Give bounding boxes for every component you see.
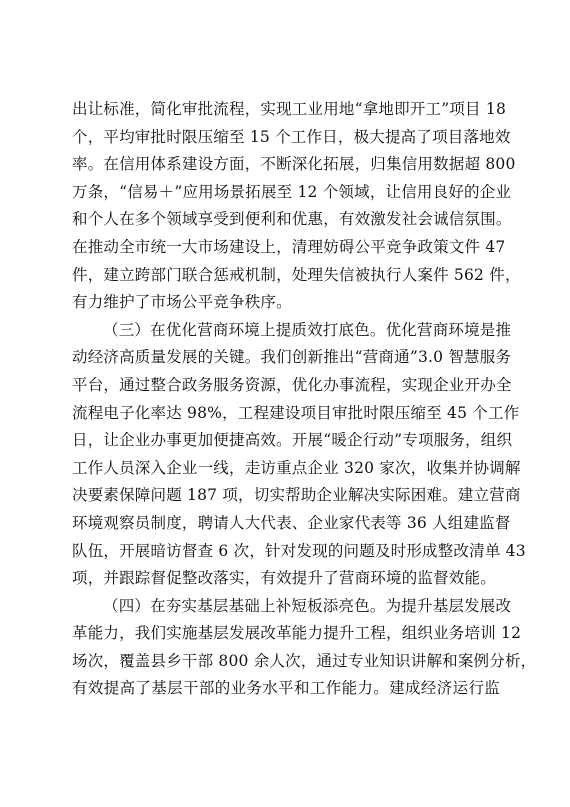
text-line: 场次，覆盖县乡干部 800 余人次，通过专业知识讲解和案例分析， [72, 651, 537, 670]
text-line: 平台，通过整合政务服务资源，优化办事流程，实现企业开办全 [72, 375, 512, 394]
text-line: 有力维护了市场公平竞争秩序。 [72, 293, 292, 312]
text-line: （四）在夯实基层基础上补短板添亮色。为提升基层发展改 [103, 596, 512, 615]
text-line: 决要素保障问题 187 项，切实帮助企业解决实际困难。建立营商 [72, 486, 521, 505]
text-line: 动经济高质量发展的关键。我们创新推出“营商通”3.0 智慧服务 [72, 348, 512, 367]
text-line: 队伍，开展暗访督查 6 次，针对发现的问题及时形成整改清单 43 [72, 541, 526, 560]
text-line: 工作人员深入企业一线，走访重点企业 320 家次，收集并协调解 [72, 458, 521, 477]
text-line: 和个人在多个领域享受到便利和优惠，有效激发社会诚信氛围。 [72, 210, 512, 229]
text-line: 环境观察员制度，聘请人大代表、企业家代表等 36 人组建监督 [72, 513, 511, 532]
text-line: 项，并跟踪督促整改落实，有效提升了营商环境的监督效能。 [72, 569, 496, 588]
text-line: 流程电子化率达 98%，工程建设项目审批时限压缩至 45 个工作 [72, 403, 520, 422]
text-line: 个，平均审批时限压缩至 15 个工作日，极大提高了项目落地效 [72, 127, 511, 146]
text-line: 有效提高了基层干部的业务水平和工作能力。建成经济运行监 [72, 679, 500, 698]
document-body [72, 96, 537, 703]
text-line: 革能力，我们实施基层发展改革能力提升工程，组织业务培训 12 [72, 624, 522, 643]
text-line: 率。在信用体系建设方面，不断深化拓展，归集信用数据超 800 [72, 155, 516, 174]
text-line: 件，建立跨部门联合惩戒机制，处理失信被执行人案件 562 件， [72, 265, 521, 284]
text-line: （三）在优化营商环境上提质效打底色。优化营商环境是推 [103, 320, 512, 339]
text-line: 万条，“信易＋”应用场景拓展至 12 个领域，让信用良好的企业 [72, 182, 512, 201]
text-line: 日，让企业办事更加便捷高效。开展“暖企行动”专项服务，组织 [72, 431, 513, 450]
text-line: 在推动全市统一大市场建设上，清理妨碍公平竞争政策文件 47 [72, 237, 506, 256]
text-line: 出让标准，简化审批流程，实现工业用地“拿地即开工”项目 18 [72, 100, 507, 118]
